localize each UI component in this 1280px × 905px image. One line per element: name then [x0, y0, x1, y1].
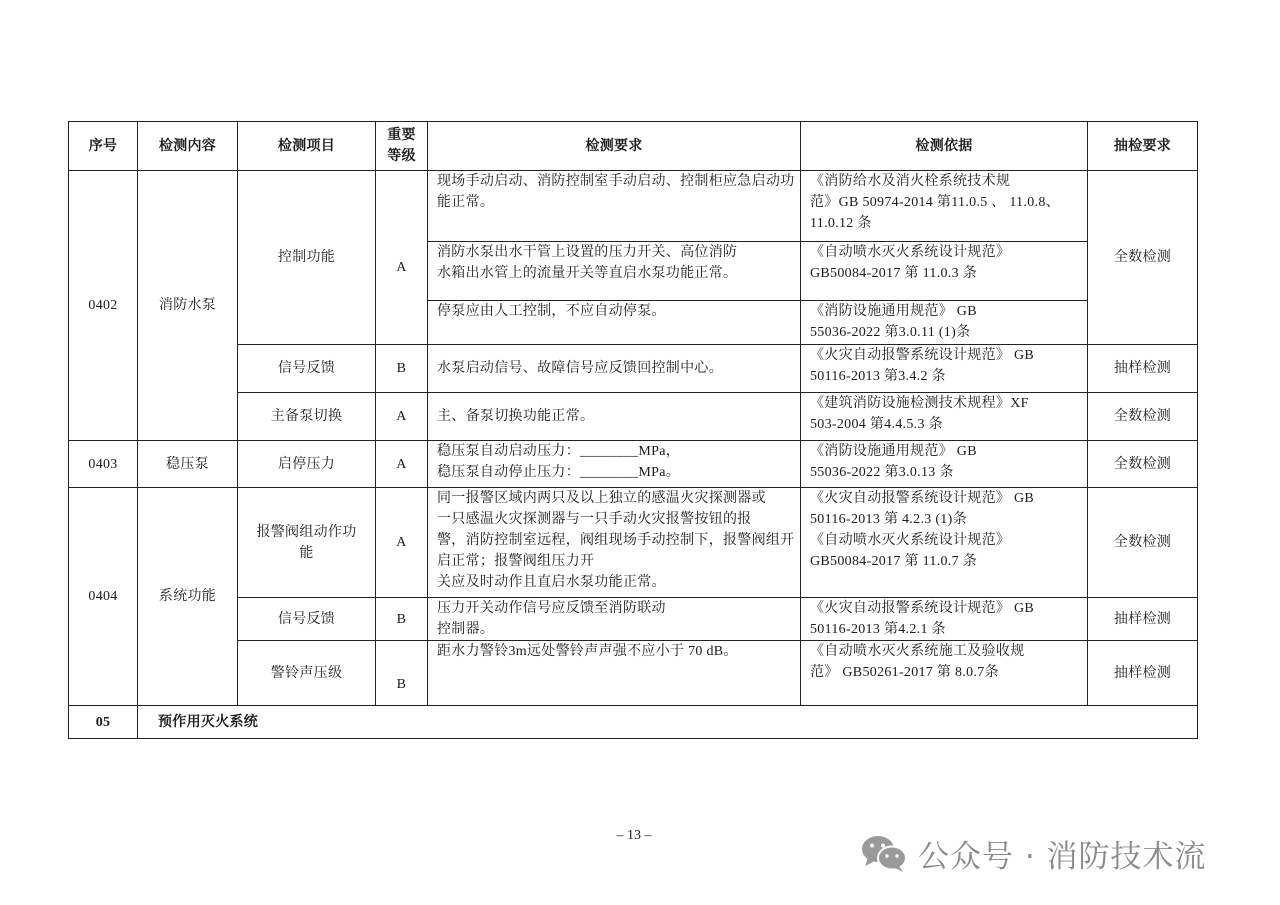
group-seq-cell: 0403 — [69, 441, 138, 488]
header-content: 检测内容 — [138, 122, 238, 171]
requirement-cell — [428, 301, 801, 345]
basis-cell — [801, 441, 1088, 488]
text-line: 一只感温火灾探测器与一只手动火灾报警按钮的报 — [437, 512, 752, 527]
text-line: 控制器。 — [437, 622, 495, 637]
sampling-cell: 全数检测 — [1088, 171, 1198, 345]
group-content-cell: 系统功能 — [138, 488, 238, 706]
watermark — [860, 832, 1207, 874]
basis-cell — [801, 641, 1088, 706]
sampling-cell: 全数检测 — [1088, 488, 1198, 598]
requirement-cell — [428, 345, 801, 393]
text-line: 能正常。 — [437, 195, 495, 210]
table-row — [69, 641, 1198, 706]
item-name-cell — [238, 345, 376, 393]
text-line: 同一报警区域内两只及以上独立的感温火灾探测器或 — [437, 491, 766, 506]
importance-level-cell: A — [376, 488, 428, 598]
header-item: 检测项目 — [238, 122, 376, 171]
basis-cell — [801, 242, 1088, 301]
text-line: 控制功能 — [277, 250, 336, 265]
text-line: 55036-2022 第3.0.11 (1)条 — [810, 325, 971, 340]
section-title: 预作用灭火系统 — [138, 706, 1198, 739]
text-line: 稳压泵自动启动压力：________MPa， — [437, 444, 681, 459]
header-level — [376, 122, 428, 171]
sampling-cell: 抽样检测 — [1088, 598, 1198, 641]
text-line: 50116-2013 第3.4.2 条 — [810, 369, 946, 384]
text-line: 《自动喷水灭火系统施工及验收规 — [810, 644, 1025, 659]
requirement-cell — [428, 488, 801, 598]
text-line: 范》GB 50974-2014 第11.0.5 、 11.0.8、 — [810, 195, 1060, 210]
basis-cell — [801, 345, 1088, 393]
table-row — [69, 171, 1198, 242]
text-line: 《消防设施通用规范》 GB — [810, 304, 977, 319]
importance-level-cell: A — [376, 393, 428, 441]
text-line: 信号反馈 — [277, 361, 336, 376]
header-requirement: 检测要求 — [428, 122, 801, 171]
header-sampling: 抽检要求 — [1088, 122, 1198, 171]
sampling-cell: 抽样检测 — [1088, 641, 1198, 706]
text-line: GB50084-2017 第 11.0.7 条 — [810, 554, 977, 569]
requirement-cell — [428, 171, 801, 242]
basis-cell — [801, 171, 1088, 242]
requirement-cell — [428, 441, 801, 488]
text-line: 等级 — [387, 149, 416, 164]
requirement-cell — [428, 598, 801, 641]
item-name-cell — [238, 393, 376, 441]
text-line: 停泵应由人工控制，不应自动停泵。 — [437, 304, 666, 319]
text-line: 压力开关动作信号应反馈至消防联动 — [437, 601, 666, 616]
group-content-cell: 稳压泵 — [138, 441, 238, 488]
section-seq: 05 — [69, 706, 138, 739]
text-line: 主备泵切换 — [270, 409, 343, 424]
text-line: 主、备泵切换功能正常。 — [437, 409, 595, 424]
sampling-cell: 全数检测 — [1088, 393, 1198, 441]
text-line: 启停压力 — [277, 456, 336, 472]
text-line: 50116-2013 第4.2.1 条 — [810, 622, 946, 637]
text-line: 《自动喷水灭火系统设计规范》 — [810, 245, 1011, 260]
text-line: 重要 — [387, 128, 416, 143]
text-line: 现场手动启动、消防控制室手动启动、控制柜应急启动功 — [437, 174, 795, 189]
item-name-cell — [238, 598, 376, 641]
table-row — [69, 441, 1198, 488]
importance-level-cell: A — [376, 171, 428, 345]
header-basis: 检测依据 — [801, 122, 1088, 171]
text-line: 稳压泵自动停止压力：________MPa。 — [437, 465, 681, 480]
text-line: 《火灾自动报警系统设计规范》 GB — [810, 491, 1035, 506]
text-line: 55036-2022 第3.0.13 条 — [810, 465, 954, 480]
watermark-text: 公众号 · 消防技术流 — [918, 838, 1207, 875]
text-line: 《火灾自动报警系统设计规范》 GB — [810, 348, 1035, 363]
importance-level-cell: B — [376, 345, 428, 393]
basis-cell — [801, 488, 1088, 598]
text-line: 能 — [299, 545, 314, 561]
wechat-icon — [860, 833, 908, 873]
basis-cell — [801, 598, 1088, 641]
importance-level-cell: B — [376, 641, 428, 706]
page-number: – 13 – — [616, 828, 652, 843]
basis-cell — [801, 301, 1088, 345]
text-line: 《火灾自动报警系统设计规范》 GB — [810, 601, 1035, 616]
sampling-cell: 抽样检测 — [1088, 345, 1198, 393]
item-name-cell — [238, 441, 376, 488]
text-line: 消防水泵出水干管上设置的压力开关、高位消防 — [437, 245, 738, 260]
item-name-cell — [238, 488, 376, 598]
sampling-cell: 全数检测 — [1088, 441, 1198, 488]
text-line: 信号反馈 — [277, 611, 336, 627]
table-row — [69, 598, 1198, 641]
inspection-table — [68, 121, 1198, 739]
header-seq: 序号 — [69, 122, 138, 171]
importance-level-cell: B — [376, 598, 428, 641]
requirement-cell — [428, 641, 801, 706]
text-line: 警铃声压级 — [270, 665, 343, 681]
table-row — [69, 345, 1198, 393]
table-row — [69, 488, 1198, 598]
group-content-cell: 消防水泵 — [138, 171, 238, 441]
text-line: 水箱出水管上的流量开关等直启水泵功能正常。 — [437, 266, 738, 281]
group-seq-cell: 0402 — [69, 171, 138, 441]
text-line: 水泵启动信号、故障信号应反馈回控制中心。 — [437, 361, 723, 376]
text-line: GB50084-2017 第 11.0.3 条 — [810, 266, 977, 281]
text-line: 《建筑消防设施检测技术规程》XF — [810, 396, 1029, 411]
requirement-cell — [428, 242, 801, 301]
text-line: 关应及时动作且直启水泵功能正常。 — [437, 575, 666, 590]
requirement-cell — [428, 393, 801, 441]
importance-level-cell: A — [376, 441, 428, 488]
text-line: 《消防设施通用规范》 GB — [810, 444, 977, 459]
section-row — [69, 706, 1198, 739]
item-name-cell — [238, 171, 376, 345]
text-line: 《消防给水及消火栓系统技术规 — [810, 174, 1011, 189]
group-seq-cell: 0404 — [69, 488, 138, 706]
text-line: 距水力警铃3m远处警铃声声强不应小于 70 dB。 — [437, 644, 738, 659]
text-line: 50116-2013 第 4.2.3 (1)条 — [810, 512, 967, 527]
text-line: 503-2004 第4.4.5.3 条 — [810, 417, 943, 432]
text-line: 《自动喷水灭火系统设计规范》 — [810, 533, 1011, 548]
text-line: 范》 GB50261-2017 第 8.0.7条 — [810, 665, 999, 680]
text-line: 报警阀组动作功 — [256, 524, 357, 540]
text-line: 警，消防控制室远程，阀组现场手动控制下，报警阀组开 — [437, 533, 795, 548]
basis-cell — [801, 393, 1088, 441]
item-name-cell — [238, 641, 376, 706]
header-row — [69, 122, 1198, 171]
text-line: 启正常；报警阀组压力开 — [437, 554, 595, 569]
text-line: 11.0.12 条 — [810, 216, 872, 231]
table-row — [69, 393, 1198, 441]
